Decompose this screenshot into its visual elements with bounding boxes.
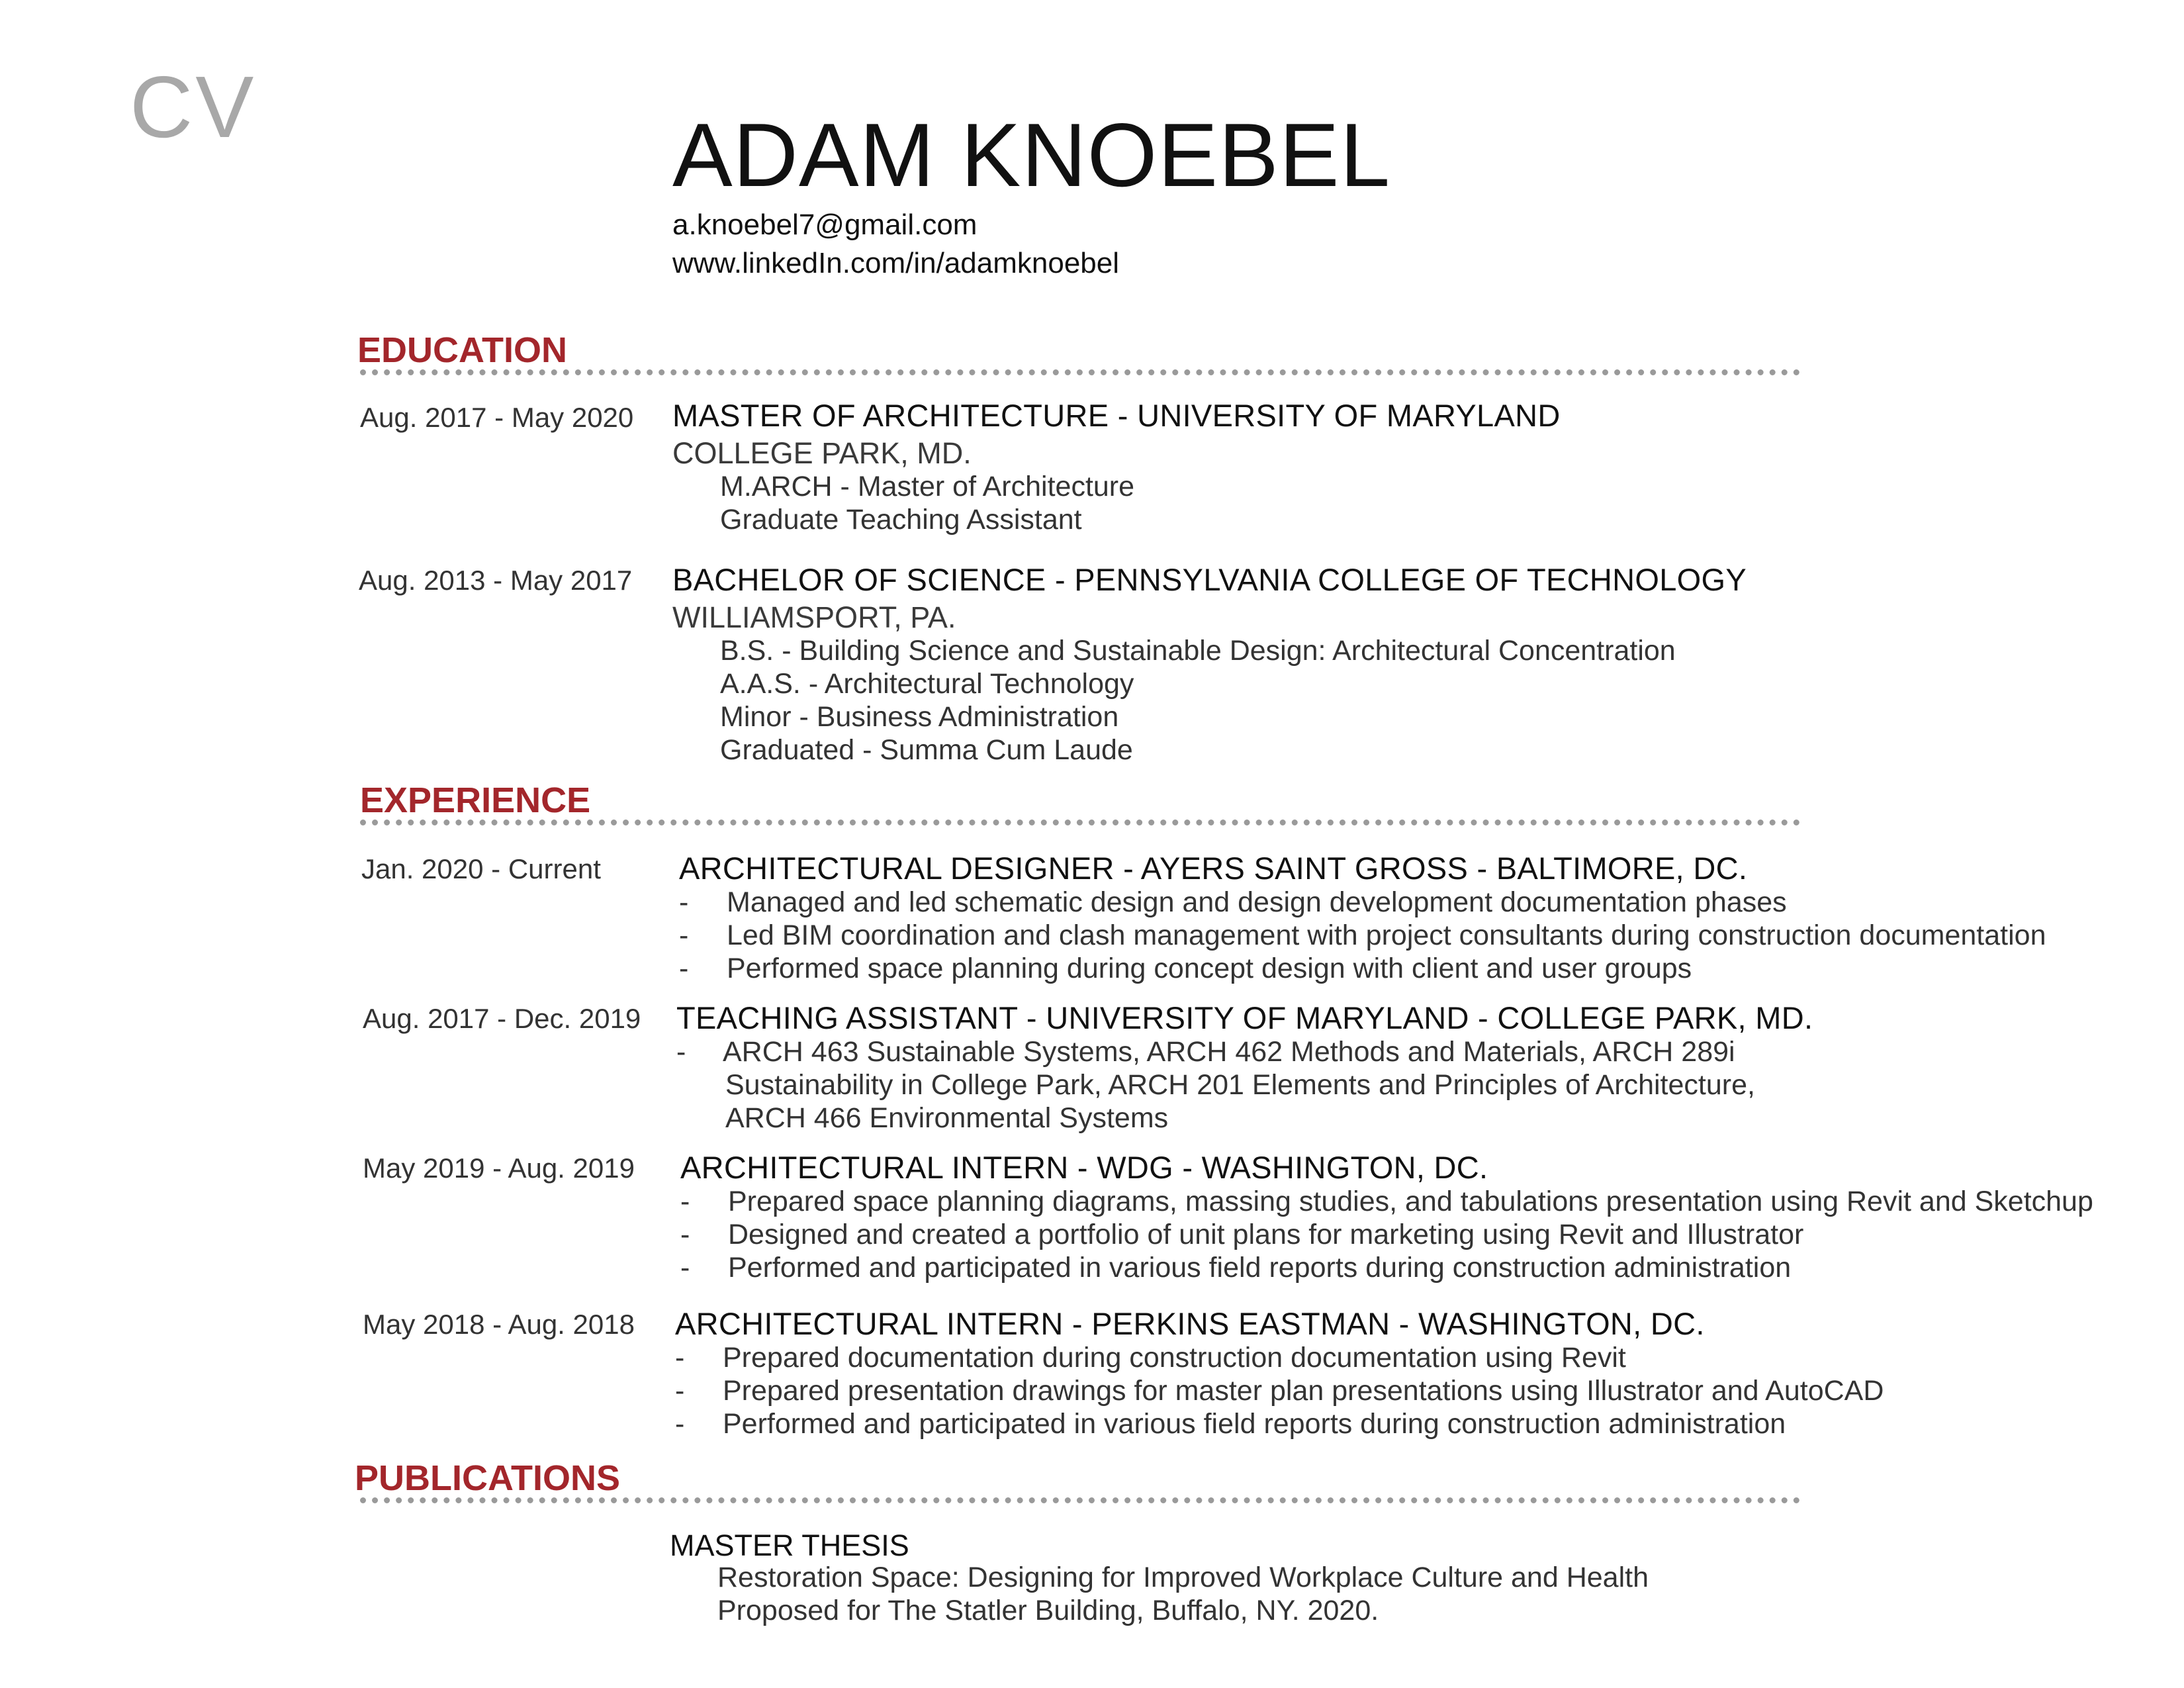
- bullet-item: Managed and led schematic design and design development documentation phases: [727, 886, 1787, 918]
- bullet-item: Performed and participated in various field reports during construction administration: [728, 1252, 1792, 1284]
- bullet-item: Designed and created a portfolio of unit plans for marketing using Revit and Illustrator: [728, 1219, 1804, 1250]
- publications-heading: PUBLICATIONS: [355, 1458, 620, 1498]
- entry-date: May 2019 - Aug. 2019: [363, 1152, 635, 1184]
- entry-title: ARCHITECTURAL DESIGNER - AYERS SAINT GROSS - BALTIMORE, DC.: [679, 851, 1748, 886]
- bullet-item: Prepared space planning diagrams, massing studies, and tabulations presentation using Revit and Sketchup: [728, 1186, 2093, 1217]
- experience-heading: EXPERIENCE: [360, 780, 591, 820]
- entry-title: BACHELOR OF SCIENCE - PENNSYLVANIA COLLEGE OF TECHNOLOGY: [672, 562, 1747, 597]
- linkedin-link[interactable]: www.linkedIn.com/in/adamknoebel: [672, 247, 1120, 279]
- education-heading: EDUCATION: [357, 330, 567, 370]
- entry-date: Aug. 2013 - May 2017: [359, 565, 633, 596]
- entry-title: MASTER OF ARCHITECTURE - UNIVERSITY OF MARYLAND: [672, 398, 1561, 433]
- bullet-item: Prepared presentation drawings for master plan presentations using Illustrator and AutoCAD: [723, 1375, 1884, 1407]
- entry-title: ARCHITECTURAL INTERN - WDG - WASHINGTON, DC.: [680, 1150, 1488, 1185]
- experience-divider: [360, 820, 1800, 825]
- bullet-dash: -: [679, 886, 689, 918]
- bullet-dash: -: [679, 953, 689, 984]
- entry-location: COLLEGE PARK, MD.: [672, 436, 972, 470]
- bullet-dash: -: [675, 1408, 685, 1440]
- bullet-item: Prepared documentation during construction documentation using Revit: [723, 1342, 1626, 1374]
- bullet-dash: -: [679, 919, 689, 951]
- entry-date: Jan. 2020 - Current: [361, 853, 601, 884]
- email-link[interactable]: a.knoebel7@gmail.com: [672, 209, 978, 241]
- publication-title: MASTER THESIS: [670, 1528, 909, 1562]
- bullet-dash: -: [680, 1186, 690, 1217]
- bullet-continuation: Sustainability in College Park, ARCH 201 Elements and Principles of Architecture,: [725, 1069, 1755, 1101]
- entry-detail: Graduated - Summa Cum Laude: [720, 734, 1133, 766]
- bullet-item: Led BIM coordination and clash management with project consultants during construction documentation: [727, 919, 2046, 951]
- entry-detail: B.S. - Building Science and Sustainable Design: Architectural Concentration: [720, 635, 1676, 667]
- entry-detail: Minor - Business Administration: [720, 701, 1119, 733]
- bullet-dash: -: [675, 1375, 685, 1407]
- publication-detail: Restoration Space: Designing for Improved Workplace Culture and Health: [717, 1562, 1649, 1593]
- entry-date: May 2018 - Aug. 2018: [363, 1309, 635, 1340]
- publication-detail: Proposed for The Statler Building, Buffalo, NY. 2020.: [717, 1595, 1379, 1626]
- bullet-dash: -: [680, 1219, 690, 1250]
- bullet-continuation: ARCH 466 Environmental Systems: [725, 1102, 1169, 1134]
- entry-detail: M.ARCH - Master of Architecture: [720, 471, 1135, 502]
- candidate-name: ADAM KNOEBEL: [672, 105, 1391, 205]
- bullet-item: ARCH 463 Sustainable Systems, ARCH 462 Methods and Materials, ARCH 289i: [723, 1036, 1735, 1068]
- entry-date: Aug. 2017 - May 2020: [360, 402, 634, 433]
- bullet-dash: -: [675, 1342, 685, 1374]
- bullet-item: Performed and participated in various field reports during construction administration: [723, 1408, 1786, 1440]
- entry-title: ARCHITECTURAL INTERN - PERKINS EASTMAN - WASHINGTON, DC.: [675, 1306, 1705, 1341]
- publications-divider: [360, 1497, 1800, 1503]
- bullet-dash: -: [680, 1252, 690, 1284]
- entry-title: TEACHING ASSISTANT - UNIVERSITY OF MARYLAND - COLLEGE PARK, MD.: [676, 1000, 1813, 1035]
- entry-date: Aug. 2017 - Dec. 2019: [363, 1003, 641, 1034]
- cv-mark: CV: [130, 58, 257, 156]
- entry-location: WILLIAMSPORT, PA.: [672, 600, 956, 634]
- education-divider: [360, 369, 1800, 375]
- bullet-item: Performed space planning during concept design with client and user groups: [727, 953, 1692, 984]
- entry-detail: Graduate Teaching Assistant: [720, 504, 1082, 536]
- entry-detail: A.A.S. - Architectural Technology: [720, 668, 1134, 700]
- bullet-dash: -: [676, 1036, 686, 1068]
